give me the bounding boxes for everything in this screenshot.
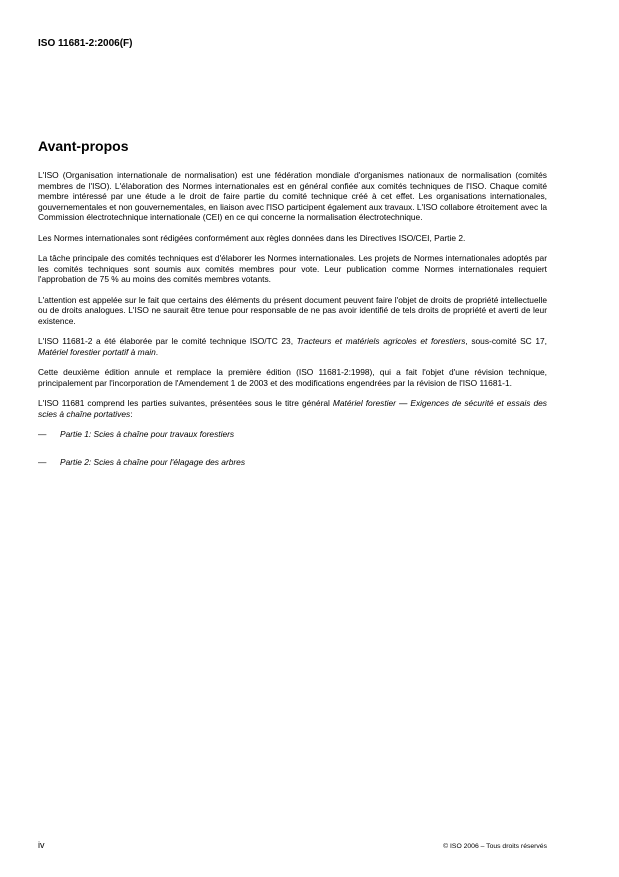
paragraph-iso-organisation: L'ISO (Organisation internationale de normalisation) est une fédération mondiale d'organismes nationaux de normalisation (comités membres de l'ISO). L'élaboration des Normes internationales est en général confiée aux comités techniques de l'ISO. Chaque comité membre intéressé par une étude a le droit de faire partie du comité technique créé à cet effet. Les organisations internationales, gouvernementales et non gouvernementales, en liaison avec l'ISO participent également aux travaux. L'ISO collabore étroitement avec la Commission électrotechnique internationale (CEI) en ce qui concerne la normalisation électrotechnique.: [38, 170, 547, 222]
text-span: .: [155, 346, 159, 357]
text-span: L'ISO 11681 comprend les parties suivantes, présentées sous le titre général: [38, 398, 333, 408]
text-span: L'ISO 11681-2 a été élaborée par le comité technique ISO/TC 23,: [38, 336, 297, 346]
page-number: iv: [38, 840, 45, 850]
list-item-label: Partie 1: Scies à chaîne pour travaux forestiers: [60, 429, 235, 439]
committee-title: Tracteurs et matériels agricoles et forestiers: [296, 336, 466, 346]
page-footer: [38, 840, 547, 850]
text-span: , sous-comité SC 17,: [465, 336, 547, 346]
document-identifier: ISO 11681-2:2006(F): [38, 38, 133, 49]
list-dash: —: [38, 429, 47, 439]
paragraph-technical-committees: La tâche principale des comités techniques est d'élaborer les Normes internationales. Les projets de Normes internationales adoptés par les comités techniques sont soumis aux comités membres pour vote. Leur publication comme Normes internationales requiert l'approbation de 75 % au moins des comités membres votants.: [38, 253, 547, 284]
paragraph-prepared-by: [38, 336, 547, 357]
copyright-notice: © ISO 2006 – Tous droits réservés: [443, 843, 547, 850]
subcommittee-title: Matériel forestier portatif à main: [38, 346, 156, 357]
paragraph-parts-intro: [38, 398, 547, 419]
page-title: Avant-propos: [38, 138, 129, 154]
paragraph-directives: Les Normes internationales sont rédigées conformément aux règles données dans les Directives ISO/CEI, Partie 2.: [38, 232, 466, 243]
list-item: [38, 429, 547, 440]
list-item: [38, 457, 547, 468]
parts-list: [38, 429, 547, 467]
text-span: :: [130, 408, 133, 419]
paragraph-edition: Cette deuxième édition annule et remplace la première édition (ISO 11681-2:1998), qui a fait l'objet d'une révision technique, principalement par l'incorporation de l'Amendement 1 de 2003 et des modifications engendrées par la révision de l'ISO 11681-1.: [38, 367, 547, 388]
foreword-body: [38, 170, 547, 484]
list-item-label: Partie 2: Scies à chaîne pour l'élagage des arbres: [60, 456, 246, 467]
list-dash: —: [38, 456, 47, 467]
paragraph-patent-rights: L'attention est appelée sur le fait que certains des éléments du présent document peuvent faire l'objet de droits de propriété intellectuelle ou de droits analogues. L'ISO ne saurait être tenue pour responsable de ne pas avoir identifié de tels droits de propriété et averti de leur existence.: [38, 294, 547, 326]
general-title: Matériel forestier — Exigences de sécurité et essais des scies à chaîne portatives: [38, 398, 547, 419]
